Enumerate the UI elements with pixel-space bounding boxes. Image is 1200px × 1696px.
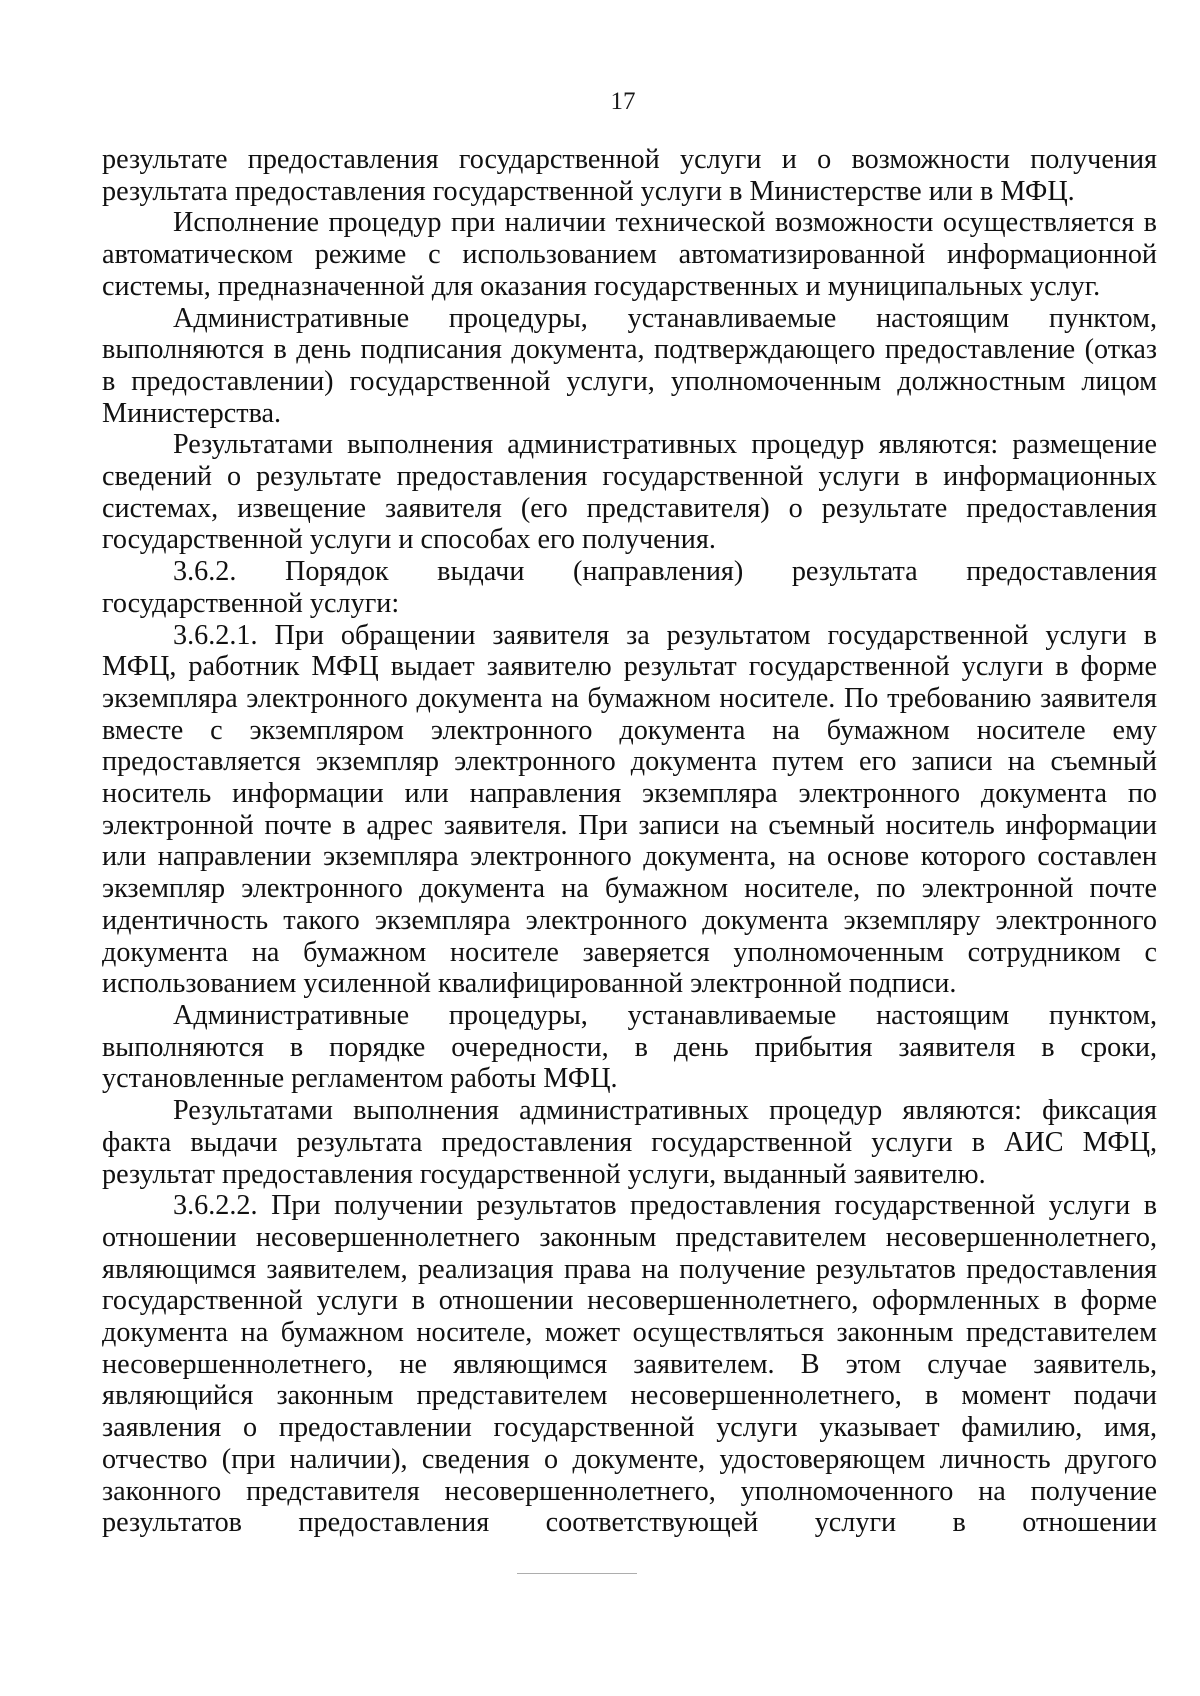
paragraph-administrative-procedures-signing: Административные процедуры, устанавливаемые настоящим пунктом, выполняются в день подписания документа, подтверждающего предоставление (отказ в предоставлении) государственной услуги, уполномоченным должностным лицом Министерства. bbox=[102, 302, 1157, 429]
document-body bbox=[102, 144, 1157, 1539]
paragraph-results-placement: Результатами выполнения административных процедур являются: размещение сведений о результате предоставления государственной услуги в информационных системах, извещение заявителя (его представителя) о результате предоставления государственной услуги и способах его получения. bbox=[102, 429, 1157, 556]
paragraph-execution-automatic: Исполнение процедур при наличии технической возможности осуществляется в автоматическом режиме с использованием автоматизированной информационной системы, предназначенной для оказания государственных и муниципальных услуг. bbox=[102, 207, 1157, 302]
paragraph-continuation: результате предоставления государственной услуги и о возможности получения результата предоставления государственной услуги в Министерстве или в МФЦ. bbox=[102, 144, 1157, 207]
paragraph-3-6-2-2: 3.6.2.2. При получении результатов предоставления государственной услуги в отношении несовершеннолетнего законным представителем несовершеннолетнего, являющимся заявителем, реализация права на получение результатов предоставления государственной услуги в отношении несовершеннолетнего, оформленных в форме документа на бумажном носителе, может осуществляться законным представителем несовершеннолетнего, не являющимся заявителем. В этом случае заявитель, являющийся законным представителем несовершеннолетнего, в момент подачи заявления о предоставлении государственной услуги указывает фамилию, имя, отчество (при наличии), сведения о документе, удостоверяющем личность другого законного представителя несовершеннолетнего, уполномоченного на получение результатов предоставления соответствующей услуги в отношении bbox=[102, 1190, 1157, 1539]
scan-artifact-line bbox=[517, 1573, 637, 1574]
paragraph-3-6-2-1: 3.6.2.1. При обращении заявителя за результатом государственной услуги в МФЦ, работник МФЦ выдает заявителю результат государственной услуги в форме экземпляра электронного документа на бумажном носителе. По требованию заявителя вместе с экземпляром электронного документа на бумажном носителе ему предоставляется экземпляр электронного документа путем его записи на съемный носитель информации или направления экземпляра электронного документа по электронной почте в адрес заявителя. При записи на съемный носитель информации или направлении экземпляра электронного документа, на основе которого составлен экземпляр электронного документа на бумажном носителе, по электронной почте идентичность такого экземпляра электронного документа экземпляру электронного документа на бумажном носителе заверяется уполномоченным сотрудником с использованием усиленной квалифицированной электронной подписи. bbox=[102, 619, 1157, 1000]
paragraph-3-6-2: 3.6.2. Порядок выдачи (направления) результата предоставления государственной услуги: bbox=[102, 556, 1157, 619]
paragraph-results-fixation: Результатами выполнения административных процедур являются: фиксация факта выдачи результата предоставления государственной услуги в АИС МФЦ, результат предоставления государственной услуги, выданный заявителю. bbox=[102, 1095, 1157, 1190]
paragraph-administrative-procedures-queue: Административные процедуры, устанавливаемые настоящим пунктом, выполняются в порядке очередности, в день прибытия заявителя в сроки, установленные регламентом работы МФЦ. bbox=[102, 999, 1157, 1095]
page-number: 17 bbox=[610, 88, 636, 115]
